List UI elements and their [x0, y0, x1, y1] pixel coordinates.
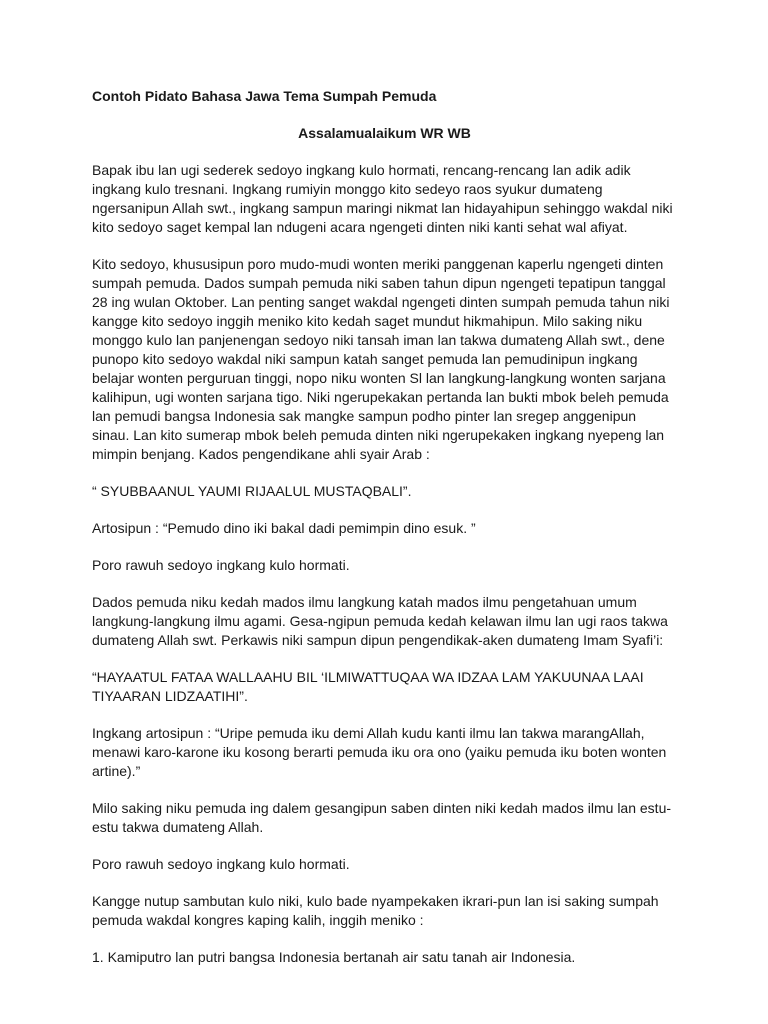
paragraph-quote-translation: Artosipun : “Pemudo dino iki bakal dadi pemimpin dino esuk. ”	[92, 520, 476, 536]
paragraph-syafii-translation: Ingkang artosipun : “Uripe pemuda iku demi Allah kudu kanti ilmu lan takwa marangAllah, menawi karo-karone iku kosong berarti pemuda iku ora ono (yaiku pemuda iku boten wonten artine).”	[92, 725, 667, 779]
paragraph-arabic-quote: “ SYUBBAANUL YAUMI RIJAALUL MUSTAQBALI”.	[92, 483, 412, 499]
paragraph-ilmu: Dados pemuda niku kedah mados ilmu langkung katah mados ilmu pengetahuan umum langkung-langkung ilmu agami. Gesa-ngipun pemuda kedah kelawan ilmu lan ugi raos takwa dumateng Allah swt. Perkawis niki sampun dipun pengendikak-aken dumateng Imam Syafi’i:	[92, 594, 668, 648]
paragraph-sumpah-pemuda: Kito sedoyo, khususipun poro mudo-mudi wonten meriki panggenan kaperlu ngengeti dinten sumpah pemuda. Dados sumpah pemuda niki saben tahun dipun ngengeti tepatipun tanggal 28 ing wulan Oktober. Lan penting sanget wakdal ngengeti dinten sumpah pemuda tahun niki kangge kito sedoyo inggih meniko kito kedah saget mundut hikmahipun. Milo saking niku monggo kulo lan panjenengan sedoyo niki tansah iman lan takwa dumateng Allah swt., dene punopo kito sedoyo wakdal niki sampun katah sanget pemuda lan pemudinipun ingkang belajar wonten perguruan tinggi, nopo niku wonten Sl lan langkung-langkung wonten sarjana kalihipun, ugi wonten sarjana tigo. Niki ngerupekakan pertanda lan bukti mbok beleh pemuda lan pemudi bangsa Indonesia sak mangke sampun podho pinter lan sregep anggenipun sinau. Lan kito sumerap mbok beleh pemuda dinten niki ngerupekaken ingkang nyepeng lan mimpin benjang. Kados pengendikane ahli syair Arab :	[92, 256, 670, 462]
paragraph-opening: Bapak ibu lan ugi sederek sedoyo ingkang kulo hormati, rencang-rencang lan adik adik ingkang kulo tresnani. Ingkang rumiyin monggo kito sedeyo raos syukur dumateng ngersanipun Allah swt., ingkang sampun maringi nikmat lan hidayahipun sehinggo wakdal niki kito sedoyo saget kempal lan ndugeni acara ngengeti dinten niki kanti sehat wal afiyat.	[92, 162, 673, 235]
document-title: Contoh Pidato Bahasa Jawa Tema Sumpah Pemuda	[92, 88, 437, 104]
greeting-heading: Assalamualaikum WR WB	[298, 125, 471, 141]
paragraph-address-2: Poro rawuh sedoyo ingkang kulo hormati.	[92, 856, 350, 872]
paragraph-closing-intro: Kangge nutup sambutan kulo niki, kulo bade nyampekaken ikrari-pun lan isi saking sumpah pemuda wakdal kongres kaping kalih, inggih meniko :	[92, 893, 659, 928]
paragraph-syafii-quote: “HAYAATUL FATAA WALLAAHU BIL ‘ILMIWATTUQAA WA IDZAA LAM YAKUUNAA LAAI TIYAARAN LIDZAATIHI”.	[92, 669, 644, 704]
paragraph-takwa: Milo saking niku pemuda ing dalem gesangipun saben dinten niki kedah mados ilmu lan estu-estu takwa dumateng Allah.	[92, 800, 672, 835]
paragraph-address-1: Poro rawuh sedoyo ingkang kulo hormati.	[92, 557, 350, 573]
document-page	[92, 87, 677, 967]
list-item: 1. Kamiputro lan putri bangsa Indonesia bertanah air satu tanah air Indonesia.	[92, 949, 576, 965]
